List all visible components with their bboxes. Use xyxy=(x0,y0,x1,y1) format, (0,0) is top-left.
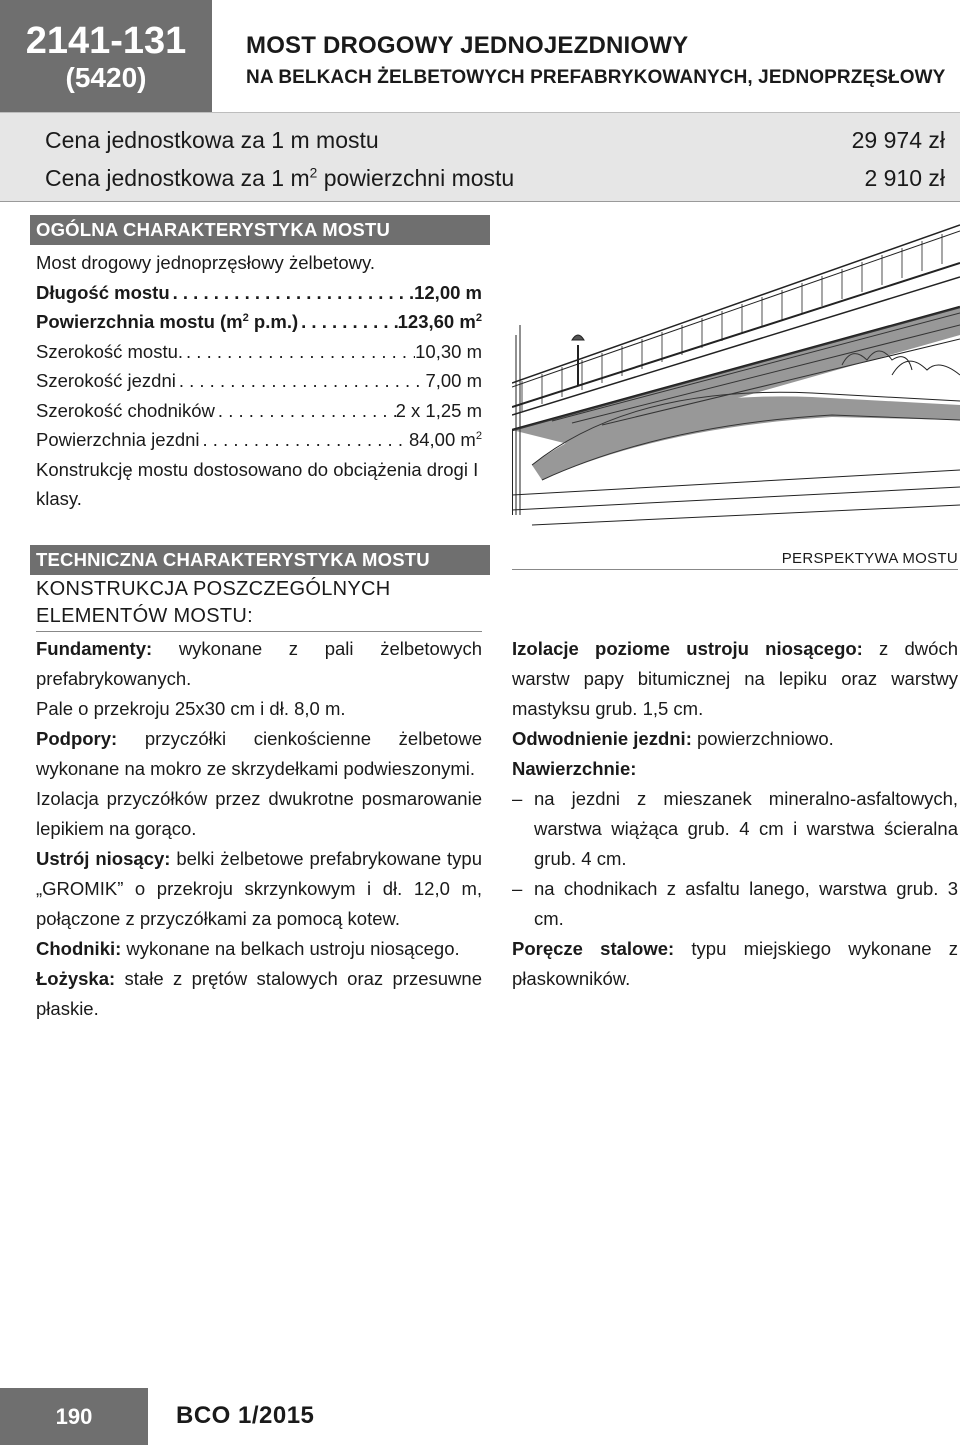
drainage-paragraph: Odwodnienie jezdni: powierzchniowo. xyxy=(512,728,834,749)
general-intro: Most drogowy jednoprzęsłowy żelbetowy. xyxy=(36,252,375,273)
bearings-paragraph: Łożyska: stałe z prętów stalowych oraz przesuwne płaskie. xyxy=(36,968,482,1019)
spec-road-width: Szerokość jezdni . . . 7,00 m xyxy=(36,366,482,396)
catalog-code: 2141-131 xyxy=(25,20,187,62)
supports-paragraph: Podpory: przyczółki cienkościenne żelbetowe wykonane na mokro ze skrzydełkami podwieszonymi. xyxy=(36,728,482,779)
spec-width: Szerokość mostu. . . . 10,30 m xyxy=(36,337,482,367)
sidewalks-paragraph: Chodniki: wykonane na belkach ustroju niosącego. xyxy=(36,938,460,959)
catalog-subcode: (5420) xyxy=(65,62,147,93)
page-title: MOST DROGOWY JEDNOJEZDNIOWY xyxy=(246,32,689,59)
railings-paragraph: Poręcze stalowe: typu miejskiego wykonane z płaskowników. xyxy=(512,938,958,989)
price-value-per-square-meter: 2 910 zł xyxy=(864,165,945,191)
page-subtitle: NA BELKACH ŻELBETOWYCH PREFABRYKOWANYCH, JEDNOPRZĘSŁOWY xyxy=(246,67,946,88)
insulation-paragraph: Izolacje poziome ustroju niosącego: z dwóch warstw papy bitumicznej na lepiku oraz warstwy mastyksu grub. 1,5 cm. xyxy=(512,638,958,719)
price-label-per-square-meter: Cena jednostkowa za 1 $m^2$ powierzchni mostu xyxy=(45,165,515,191)
general-section xyxy=(36,248,482,514)
price-box xyxy=(0,112,960,202)
technical-subheading: KONSTRUKCJA POSZCZEGÓLNYCH ELEMENTÓW MOSTU: xyxy=(36,576,482,632)
technical-right-column xyxy=(512,634,958,994)
spec-area: Powierzchnia mostu ($m^2$ p.m.) . . . 123,60 $m^2$ xyxy=(36,307,482,337)
spec-road-area: Powierzchnia jezdni . . . 84,00 $m^2$ xyxy=(36,425,482,455)
abutment-insulation-paragraph: Izolacja przyczółków przez dwukrotne posmarowanie lepikiem na gorąco. xyxy=(36,788,482,839)
piles-paragraph: Pale o przekroju 25x30 cm i dł. 8,0 m. xyxy=(36,698,346,719)
spec-length: Długość mostu . . . 12,00 m xyxy=(36,278,482,308)
surface-item-sidewalk: – na chodnikach z asfaltu lanego, warstwa grub. 3 cm. xyxy=(512,878,958,929)
page-number: 190 xyxy=(0,1388,148,1445)
figure-caption: PERSPEKTYWA MOSTU xyxy=(512,550,958,570)
price-value-per-meter: 29 974 zł xyxy=(851,127,945,153)
load-note: Konstrukcję mostu dostosowano do obciążenia drogi I klasy. xyxy=(36,458,479,509)
publication-name: BCO 1/2015 xyxy=(176,1402,315,1429)
spec-sidewalk-width: Szerokość chodników . . . 2 x 1,25 m xyxy=(36,396,482,426)
price-row-per-square-meter xyxy=(45,165,945,192)
surface-item-road: – na jezdni z mieszanek mineralno-asfaltowych, warstwa wiążąca grub. 4 cm i warstwa ścieralna grub. 4 cm. xyxy=(512,788,958,869)
price-row-per-meter xyxy=(45,127,945,154)
general-section-heading: OGÓLNA CHARAKTERYSTYKA MOSTU xyxy=(30,215,490,245)
catalog-code-box xyxy=(0,0,212,112)
surfaces-heading: Nawierzchnie: xyxy=(512,758,637,779)
technical-left-column xyxy=(36,634,482,1024)
price-label-per-meter: Cena jednostkowa za 1 m mostu xyxy=(45,127,379,153)
bridge-perspective-sketch xyxy=(512,215,960,530)
load-structure-paragraph: Ustrój niosący: belki żelbetowe prefabrykowane typu „GROMIK” o przekroju skrzynkowym i dł. 12,0 m, połączone z przyczółkami za pomocą kotew. xyxy=(36,848,482,929)
foundations-paragraph: Fundamenty: wykonane z pali żelbetowych prefabrykowanych. xyxy=(36,638,482,689)
technical-section-heading: TECHNICZNA CHARAKTERYSTYKA MOSTU xyxy=(30,545,490,575)
